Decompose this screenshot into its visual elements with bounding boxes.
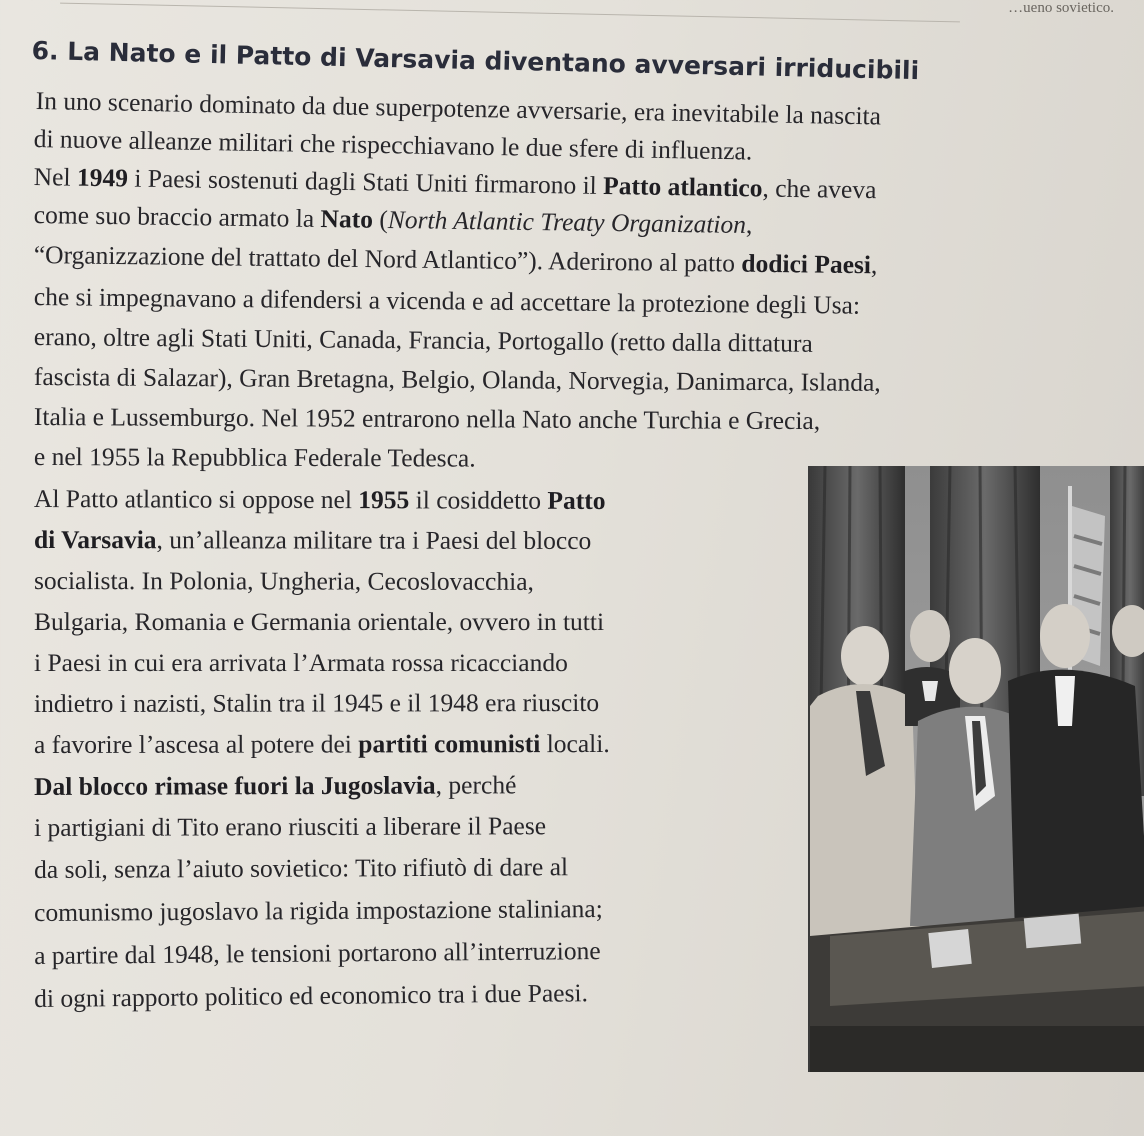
text-line: fascista di Salazar), Gran Bretagna, Belgio, Olanda, Norvegia, Danimarca, Islanda, [33,362,881,397]
text-line: i partigiani di Tito erano riusciti a liberare il Paese [34,811,547,842]
text-line: che si impegnavano a difendersi a vicenda e ad accettare la protezione degli Usa: [33,282,861,320]
text-line: a partire dal 1948, le tensioni portarono all’interruzione [34,936,601,970]
text-line: erano, oltre agli Stati Uniti, Canada, Francia, Portogallo (retto dalla dittatura [33,322,813,358]
text-line: di Varsavia, un’alleanza militare tra i Paesi del blocco [33,525,592,555]
text-line: come suo braccio armato la Nato (North Atlantic Treaty Organization, [33,200,753,240]
text-line: Nel 1949 i Paesi sostenuti dagli Stati Uniti firmarono il Patto atlantico, che aveva [33,162,877,205]
text-line: Italia e Lussemburgo. Nel 1952 entrarono nella Nato anche Turchia e Grecia, [33,402,821,436]
text-line: socialista. In Polonia, Ungheria, Cecoslovacchia, [33,566,534,596]
top-rule [60,3,960,23]
text-line: indietro i nazisti, Stalin tra il 1945 e il 1948 era riuscito [34,688,600,718]
text-line: da soli, senza l’aiuto sovietico: Tito rifiutò di dare al [34,852,569,884]
text-line: Al Patto atlantico si oppose nel 1955 il cosiddetto Patto [33,484,606,515]
text-line: i Paesi in cui era arrivata l’Armata rossa ricacciando [34,648,568,677]
running-head: …ueno sovietico. [1008,0,1114,16]
section-heading: 6. La Nato e il Patto di Varsavia diventano avversari irriducibili [31,36,920,86]
text-line: In uno scenario dominato da due superpotenze avversarie, era inevitabile la nascita [35,86,882,131]
text-line: a favorire l’ascesa al potere dei partiti comunisti locali. [34,728,610,759]
text-line: e nel 1955 la Repubblica Federale Tedesca. [33,442,476,473]
text-line: Dal blocco rimase fuori la Jugoslavia, perché [34,770,517,801]
text-line: di nuove alleanze militari che rispecchiavano le due sfere di influenza. [33,124,753,166]
text-line: “Organizzazione del trattato del Nord Atlantico”). Aderirono al patto dodici Paesi, [33,240,878,280]
historical-photo [808,466,1144,1072]
text-line: comunismo jugoslavo la rigida impostazione staliniana; [34,894,603,927]
text-line: di ogni rapporto politico ed economico tra i due Paesi. [34,978,589,1013]
historical-photo-signing-icon [810,466,1144,1072]
text-line: Bulgaria, Romania e Germania orientale, ovvero in tutti [34,607,605,636]
